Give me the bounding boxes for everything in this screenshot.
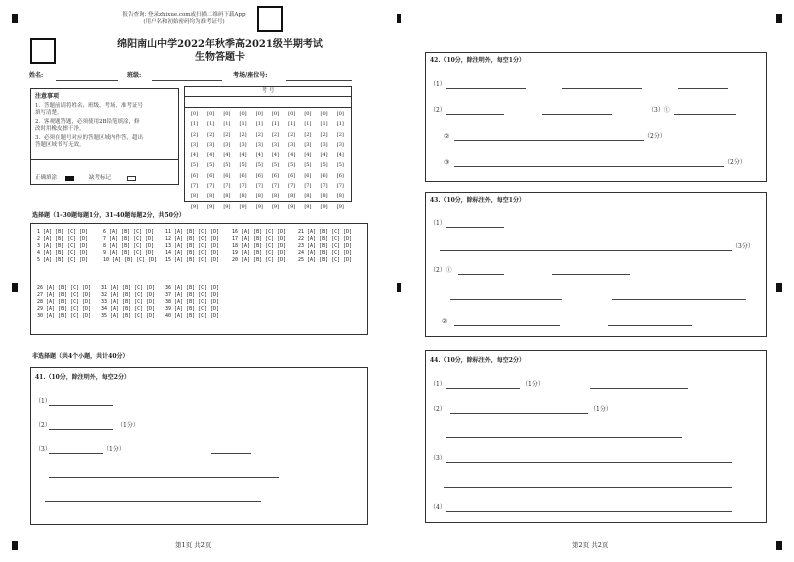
digit-bubble[interactable]: [8] [239,193,247,200]
digit-column[interactable] [220,109,233,212]
digit-bubble[interactable]: [7] [207,183,215,190]
q43-answer-2c[interactable] [450,299,562,300]
digit-bubble[interactable]: [8] [271,193,280,200]
exam-number-grid [184,86,352,210]
name-field[interactable] [56,80,118,81]
digit-bubble[interactable]: [1] [207,121,215,128]
digit-bubble[interactable]: [9] [320,203,328,210]
q42-answer-2a[interactable] [446,114,504,115]
digit-bubble[interactable]: [1] [239,121,247,128]
class-label: 班级: [127,72,142,79]
digit-bubble[interactable]: [2] [207,131,215,138]
notes-box [30,88,179,185]
question-42-box [425,52,767,182]
digit-bubble[interactable]: [0] [304,111,312,117]
choice-column-6[interactable]: 26 [A] [B] [C] [D] 27 [A] [B] [C] [D] 28 [A] [B] [C] [D] 29 [A] [B] [C] [D] 30 [A] [B] [C] [D] [37,285,92,319]
question-44-box [425,350,767,523]
digit-bubble[interactable]: [6] [304,172,312,179]
digit-bubble[interactable]: [4] [223,152,231,159]
digit-bubble[interactable]: [7] [190,183,199,190]
digit-bubble[interactable]: [3] [320,141,328,148]
digit-bubble[interactable]: [9] [207,203,215,210]
digit-bubble[interactable]: [2] [288,131,296,138]
digit-bubble[interactable]: [6] [271,172,280,179]
digit-bubble[interactable]: [3] [223,141,231,148]
q44-part2-label: （2） [430,406,446,413]
digit-bubble[interactable]: [4] [271,152,280,159]
digit-bubble[interactable]: [7] [223,183,231,190]
q42-part1-label: （1） [430,81,446,88]
digit-bubble[interactable]: [2] [336,131,344,138]
q42-part3-circle2: ② [444,133,450,140]
notes-title: 注意事项 [35,93,60,100]
digit-bubble[interactable]: [8] [336,193,344,200]
digit-bubble[interactable]: [1] [223,121,231,128]
digit-bubble[interactable]: [5] [304,162,312,169]
q43-answer-2d[interactable] [612,299,746,300]
digit-bubble[interactable]: [1] [304,121,312,128]
nonchoice-section-title: 非选择题（共4个小题，共计40分） [32,353,129,360]
notes-item-1: 1．答题前请将姓名、班级、考场、准考证号填写清楚。 [35,103,144,116]
digit-bubble[interactable]: [5] [255,162,263,169]
digit-bubble[interactable]: [8] [207,193,215,200]
exam-write-divider [185,107,351,108]
digit-bubble[interactable]: [7] [271,183,280,190]
q41-answer-3b[interactable] [211,453,251,454]
question-43-title: 43.（10分，除标注外，每空1分） [430,197,525,204]
digit-bubble[interactable]: [7] [304,183,312,190]
digit-bubble[interactable]: [3] [304,141,312,148]
digit-bubble[interactable]: [3] [207,141,215,148]
q44-part3-label: （3） [430,455,446,462]
digit-bubble[interactable]: [2] [190,131,199,138]
digit-bubble[interactable]: [3] [271,141,280,148]
digit-bubble[interactable]: [3] [288,141,296,148]
q44-answer-2a[interactable] [450,413,588,414]
digit-bubble[interactable]: [5] [190,162,199,169]
digit-bubble[interactable]: [1] [190,121,199,128]
q42-answer-3b[interactable] [454,140,644,141]
q42-answer-1b[interactable] [562,88,642,89]
digit-bubble[interactable]: [6] [336,172,344,179]
digit-bubble[interactable]: [4] [255,152,263,159]
q42-part3-circle2-score: （2分） [644,133,666,140]
digit-bubble[interactable]: [9] [271,203,280,210]
digit-bubble[interactable]: [3] [239,141,247,148]
q41-answer-1[interactable] [49,405,113,406]
digit-bubble[interactable]: [7] [239,183,247,190]
registration-mark [776,283,782,292]
name-label: 姓名: [29,72,44,79]
digit-column[interactable] [269,109,282,212]
question-43-box [425,192,767,337]
q44-answer-4[interactable] [446,511,732,512]
question-42-title: 42.（10分，除注明外，每空1分） [430,57,525,64]
report-notice [114,12,254,26]
digit-bubble[interactable]: [5] [239,162,247,169]
digit-bubble[interactable]: [0] [336,111,344,117]
q42-answer-1c[interactable] [678,88,728,89]
notes-divider [31,159,178,160]
digit-bubble[interactable]: [0] [190,111,199,117]
q42-answer-1a[interactable] [446,88,526,89]
digit-bubble[interactable]: [9] [223,203,231,210]
digit-bubble[interactable]: [3] [255,141,263,148]
registration-mark [397,14,401,23]
digit-bubble[interactable]: [8] [223,193,231,200]
digit-column[interactable] [253,109,266,212]
school-title: 绵阳南山中学2022年秋季高2021级半期考试 [117,39,323,50]
digit-bubble[interactable]: [8] [304,193,312,200]
digit-bubble[interactable]: [8] [190,193,199,200]
digit-bubble[interactable]: [9] [304,203,312,210]
seat-field[interactable] [286,80,352,81]
digit-bubble[interactable]: [0] [288,111,296,117]
digit-column[interactable] [318,109,331,212]
q42-answer-3c[interactable] [454,166,724,167]
digit-bubble[interactable]: [6] [255,172,263,179]
q41-part2-label: （2） [35,422,51,429]
card-title: 生物答题卡 [195,52,245,63]
digit-bubble[interactable]: [4] [288,152,296,159]
digit-bubble[interactable]: [9] [239,203,247,210]
q41-part2-score: （1分） [117,422,139,429]
q41-part1-label: （1） [35,398,51,405]
registration-mark [397,283,401,292]
q42-part2-label: （2） [430,107,446,114]
digit-bubble[interactable]: [4] [239,152,247,159]
digit-bubble[interactable]: [1] [288,121,296,128]
choice-column-2[interactable]: 6 [A] [B] [C] [D] 7 [A] [B] [C] [D] 8 [A] [B] [C] [D] 9 [A] [B] [C] [D] 10 [A] [B] [C] [D] [103,229,158,263]
question-44-title: 44.（10分，除标注外，每空2分） [430,357,525,364]
question-41-title: 41.（10分，除注明外，每空2分） [35,374,130,381]
digit-bubble[interactable]: [7] [336,183,344,190]
q42-part3-circle3: ③ [444,159,450,166]
digit-bubble[interactable]: [1] [255,121,263,128]
digit-bubble[interactable]: [8] [288,193,296,200]
choice-box [30,223,368,335]
notes-item-2: 2．客观题答题，必须使用2B铅笔填涂，修改时用橡皮擦干净。 [35,119,140,132]
digit-bubble[interactable]: [0] [320,111,328,117]
digit-bubble[interactable]: [0] [207,111,215,117]
report-notice-line1: 报告查询: 登录zhixue.com或扫描二维码下载App [122,12,246,18]
q43-part1-score: （3分） [732,243,754,250]
choice-column-1[interactable]: 1 [A] [B] [C] [D] 2 [A] [B] [C] [D] 3 [A] [B] [C] [D] 4 [A] [B] [C] [D] 5 [A] [B] [C] [D] [37,229,89,263]
q43-part1-label: （1） [430,220,446,227]
digit-bubble[interactable]: [0] [271,111,280,117]
q44-answer-1b[interactable] [590,388,688,389]
q43-part2-circle2: ② [442,318,448,325]
digit-bubble[interactable]: [4] [336,152,344,159]
missing-mark-label: 缺考标记 [89,175,112,181]
q43-answer-2a[interactable] [458,274,504,275]
digit-bubble[interactable]: [5] [336,162,344,169]
q41-part3-label: （3） [35,446,51,453]
digit-bubble[interactable]: [4] [207,152,215,159]
digit-column[interactable] [285,109,298,212]
registration-mark [12,283,18,292]
digit-bubble[interactable]: [8] [255,193,263,200]
registration-mark [12,14,18,23]
question-41-box [30,367,368,525]
q42-part3-label: （3）① [648,107,670,114]
q44-answer-2b[interactable] [446,437,682,438]
digit-bubble[interactable]: [2] [271,131,280,138]
missing-mark-box[interactable] [127,176,136,181]
digit-bubble[interactable]: [5] [223,162,231,169]
q41-answer-3c[interactable] [49,477,279,478]
q42-answer-2b[interactable] [542,114,612,115]
digit-bubble[interactable]: [5] [320,162,328,169]
q41-answer-3a[interactable] [49,453,103,454]
digit-bubble[interactable]: [6] [320,172,328,179]
digit-bubble[interactable]: [1] [336,121,344,128]
digit-bubble[interactable]: [2] [255,131,263,138]
choice-section-title: 选择题（1-30题每题1分，31-40题每题2分，共50分） [32,212,185,219]
page-number-1: 第1页 共2页 [175,541,212,549]
q42-part3-circle3-score: （2分） [724,159,746,166]
digit-bubble[interactable]: [1] [320,121,328,128]
choice-column-4[interactable]: 16 [A] [B] [C] [D] 17 [A] [B] [C] [D] 18 [A] [B] [C] [D] 19 [A] [B] [C] [D] 20 [A] [B] [C] [D] [232,229,287,263]
q44-answer-1a[interactable] [446,388,520,389]
registration-mark [776,541,782,550]
digit-bubble[interactable]: [0] [239,111,247,117]
correct-fill-label: 正确填涂 [35,175,58,181]
digit-bubble[interactable]: [8] [320,193,328,200]
digit-bubble[interactable]: [6] [207,172,215,179]
registration-mark [12,541,18,550]
digit-bubble[interactable]: [9] [255,203,263,210]
digit-bubble[interactable]: [7] [320,183,328,190]
digit-bubble[interactable]: [7] [255,183,263,190]
q44-part4-label: （4） [430,504,446,511]
digit-bubble[interactable]: [3] [190,141,199,148]
digit-bubble[interactable]: [6] [239,172,247,179]
student-qr-code [30,38,56,64]
digit-bubble[interactable]: [5] [288,162,296,169]
app-qr-code [257,6,283,32]
digit-bubble[interactable]: [9] [288,203,296,210]
seat-label: 考场/座位号: [233,72,268,79]
digit-column[interactable] [188,109,201,212]
digit-bubble[interactable]: [2] [304,131,312,138]
digit-bubble[interactable]: [5] [207,162,215,169]
digit-bubble[interactable]: [7] [288,183,296,190]
correct-fill-sample [65,176,74,181]
q44-part1-label: （1） [430,381,446,388]
q43-answer-2b[interactable] [552,274,630,275]
q41-part3-score: （1分） [103,446,125,453]
digit-bubble[interactable]: [9] [190,203,199,210]
registration-mark [776,14,782,23]
choice-column-7[interactable]: 31 [A] [B] [C] [D] 32 [A] [B] [C] [D] 33 [A] [B] [C] [D] 34 [A] [B] [C] [D] 35 [A] [B] [C] [D] [101,285,156,319]
q41-answer-2[interactable] [49,429,113,430]
choice-column-8[interactable]: 36 [A] [B] [C] [D] 37 [A] [B] [C] [D] 38 [A] [B] [C] [D] 39 [A] [B] [C] [D] 40 [A] [B] [C] [D] [165,285,220,319]
choice-column-5[interactable]: 21 [A] [B] [C] [D] 22 [A] [B] [C] [D] 23 [A] [B] [C] [D] 24 [A] [B] [C] [D] 25 [A] [B] [C] [D] [298,229,353,263]
digit-bubble[interactable]: [4] [304,152,312,159]
digit-column[interactable] [334,109,347,212]
q43-answer-2f[interactable] [608,325,692,326]
choice-column-3[interactable]: 11 [A] [B] [C] [D] 12 [A] [B] [C] [D] 13 [A] [B] [C] [D] 14 [A] [B] [C] [D] 15 [A] [B] [C] [D] [165,229,220,263]
digit-column[interactable] [204,109,217,212]
exam-number-header: 考 号 [261,88,275,94]
digit-bubble[interactable]: [1] [271,121,280,128]
page-number-2: 第2页 共2页 [572,541,609,549]
digit-bubble[interactable]: [4] [320,152,328,159]
notes-item-3: 3．必须在题号对应的答题区域内作答，超出答题区域书写无效。 [35,135,144,148]
q43-answer-2e[interactable] [454,325,560,326]
report-notice-line2: (用户名和初始密码均为准考证号) [143,19,225,25]
digit-bubble[interactable]: [0] [223,111,231,117]
digit-bubbles[interactable] [188,109,350,210]
q44-part1-score: （1分） [522,381,544,388]
digit-bubble[interactable]: [4] [190,152,199,159]
q43-part2-label: （2）① [430,267,452,274]
digit-bubble[interactable]: [0] [255,111,263,117]
digit-bubble[interactable]: [2] [239,131,247,138]
q44-answer-3a[interactable] [446,462,732,463]
exam-header-divider [185,96,351,97]
class-field[interactable] [152,80,222,81]
digit-bubble[interactable]: [6] [288,172,296,179]
digit-bubble[interactable]: [6] [223,172,231,179]
digit-column[interactable] [301,109,314,212]
digit-bubble[interactable]: [5] [271,162,280,169]
digit-bubble[interactable]: [9] [336,203,344,210]
digit-bubble[interactable]: [2] [223,131,231,138]
digit-column[interactable] [237,109,250,212]
q42-answer-3a[interactable] [674,114,736,115]
q44-answer-3b[interactable] [444,487,732,488]
q43-answer-1b[interactable] [440,250,732,251]
digit-bubble[interactable]: [6] [190,172,199,179]
digit-bubble[interactable]: [2] [320,131,328,138]
q44-part2-score: （1分） [590,406,612,413]
q41-answer-3d[interactable] [45,501,261,502]
q43-answer-1a[interactable] [446,227,504,228]
digit-bubble[interactable]: [3] [336,141,344,148]
